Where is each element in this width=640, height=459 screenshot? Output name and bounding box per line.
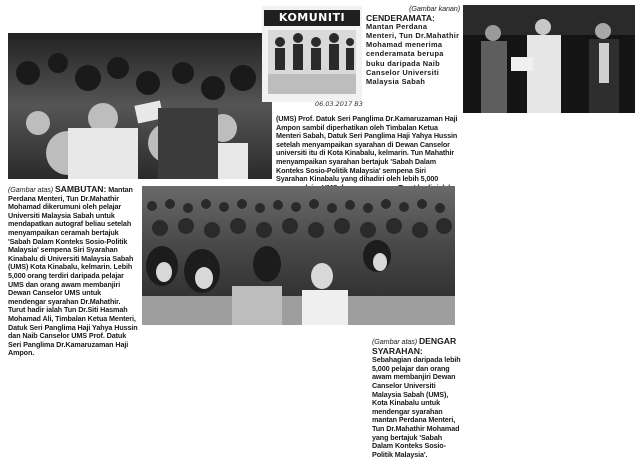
dengar-caption xyxy=(372,336,462,459)
cenderamata-caption-continued xyxy=(276,115,458,185)
cenderamata-heading: CENDERAMATA: xyxy=(366,12,435,23)
sambutan-body: Mantan Perdana Menteri, Tun Dr.Mahathir Mohamad dikerumuni oleh pelajar Universiti Malaysia Sabah untuk mendapatkan autograf beliau setelah menyampaikan ceramah bertajuk 'Sabah Dalam Konteks Sosio-Politik Malaysia' sempena Siri Syarahan Kinabalu di Universiti Malaysia Sabah (UMS) Kota Kinabalu, kelmarin. Lebih 5,000 orang terdiri daripada pelajar UMS dan orang awam membanjiri Dewan Canselor UMS untuk mendengar syarahan Dr.Mahathir. Turut hadir ialah Tun Dr.Siti Hasmah Mohamad Ali, Timbalan Ketua Menteri, Datuk Seri Panglima Haji Yahya Hussin dan Naib Canselor UMS Prof. Datuk Seri Panglima Dr.Kamaruzaman Haji Ampon. xyxy=(8,185,138,358)
crowd-autograph-photo xyxy=(8,33,272,179)
cenderamata-body-bottom: (UMS) Prof. Datuk Seri Panglima Dr.Kamaruzaman Haji Ampon sambil diperhatikan oleh Timbalan Ketua Menteri Sabah, Datuk Seri Panglima Haji Yahya Hussin setelah menyampaikan syarahan di Dewan Canselor universiti itu di Kota Kinabalu, kelmarin. Tun Mahathir menyampaikan syarahan bertajuk 'Sabah Dalam Konteks Sosio-Politik Malaysia' sempena Siri Syarahan Kinabalu yang dihadiri oleh lebih 5,000 xyxy=(276,114,458,184)
cenderamata-caption xyxy=(366,5,460,116)
cenderamata-source: (Gambar kanan) xyxy=(409,4,460,13)
dengar-heading: DENGAR SYARAHAN: xyxy=(372,336,457,356)
banner-title: KOMUNITI xyxy=(278,11,346,24)
clip-date-stamp: 06.03.2017 B3 xyxy=(315,100,363,108)
sambutan-caption xyxy=(8,184,138,358)
komuniti-banner xyxy=(262,6,362,102)
audience-photo xyxy=(142,186,455,325)
sambutan-source: (Gambar atas) xyxy=(8,185,54,194)
cenderamata-body-right: Mantan Perdana Menteri, Tun Dr.Mahathir Mohamad menerima cenderamata berupa buku daripada Naib Canselor Universiti Malaysia Sabah xyxy=(366,22,460,86)
dengar-source: (Gambar atas) xyxy=(372,337,418,346)
sambutan-heading: SAMBUTAN: xyxy=(54,184,107,194)
dengar-body: Sebahagian daripada lebih 5,000 pelajar dan orang awam membanjiri Dewan Canselor Universiti Malaysia Sabah (UMS), Kota Kinabalu untuk mendengar syarahan mantan Perdana Menteri, Tun Dr.Mahathir Mohamad yang bertajuk 'Sabah Dalam Konteks Sosio-Politik Malaysia'. xyxy=(372,355,461,459)
presentation-photo xyxy=(463,5,635,113)
